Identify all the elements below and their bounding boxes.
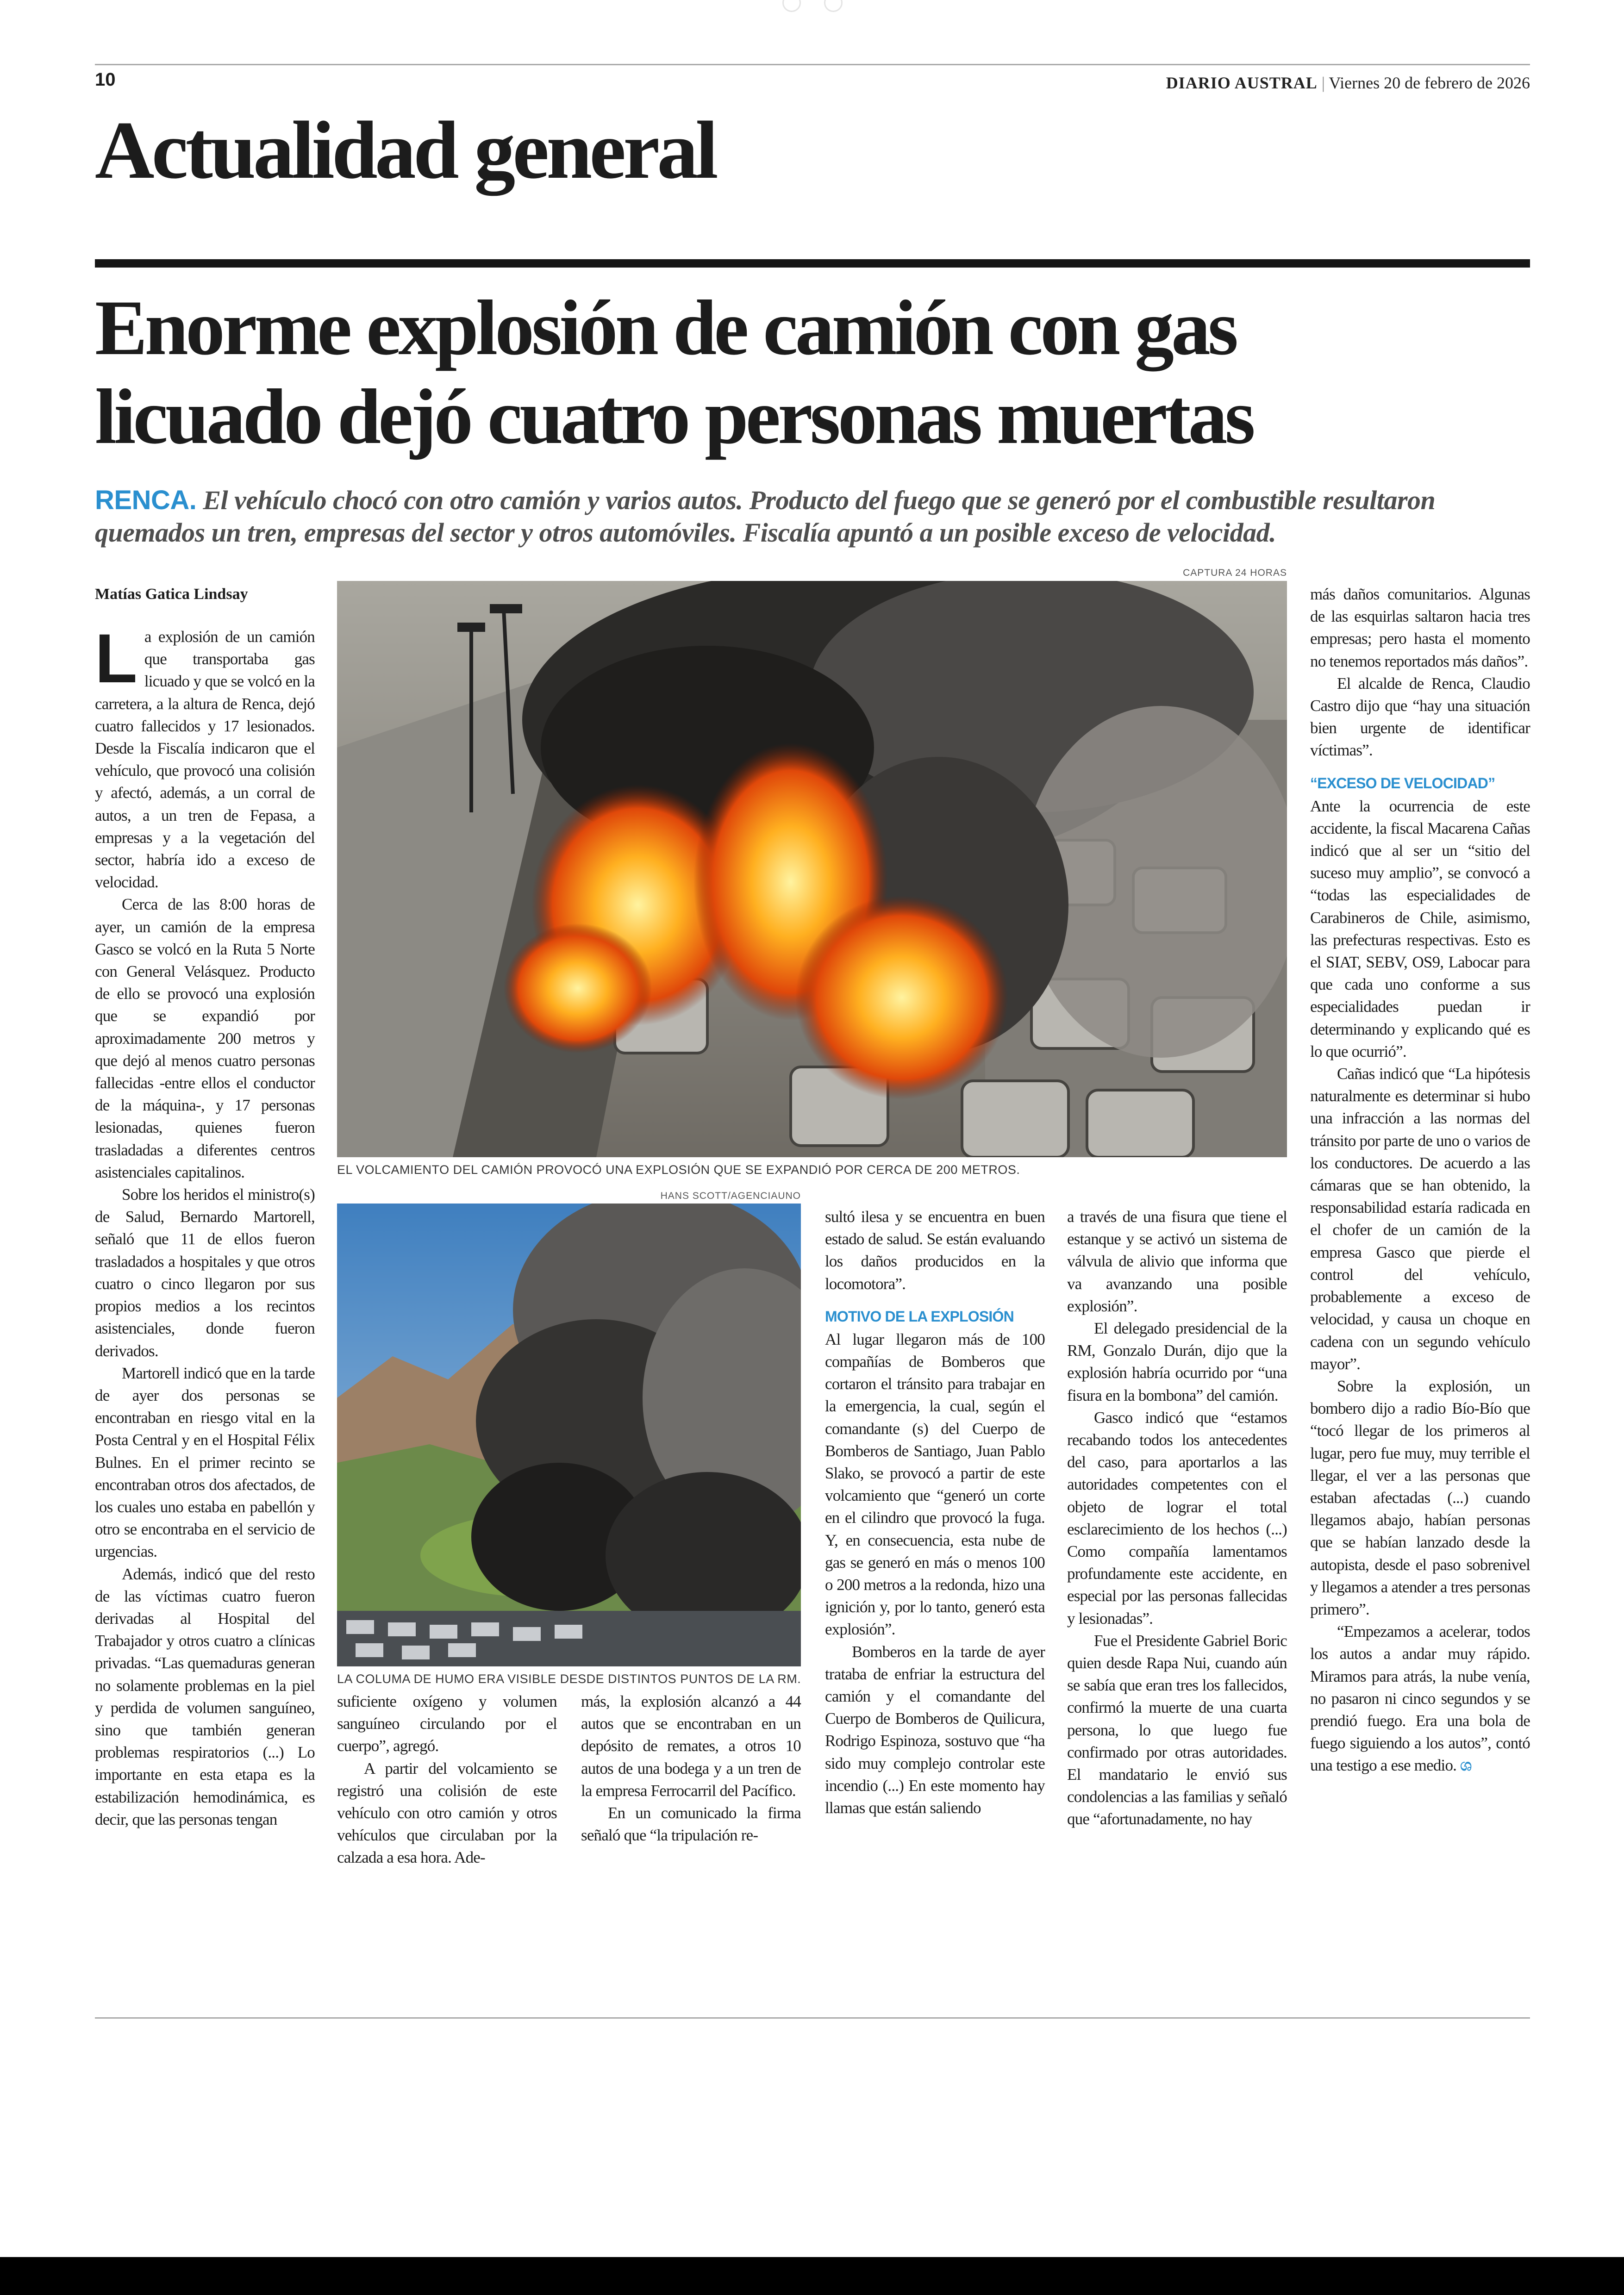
body-paragraph: Además, indicó que del resto de las víctimas cuatro fueron derivadas al Hospital del Trabajador y otros cuatro a clínicas privadas. “Las quemaduras generan no solamente problemas en la piel y perdida de volumen sanguíneo, sino que también generan problemas respiratorios (...) Lo importante en esta etapa es la estabilización hemodinámica, es decir, que las personas tengan	[95, 1565, 315, 1828]
end-mark-icon: ශ	[1460, 1756, 1472, 1775]
body-paragraph: Sobre la explosión, un bombero dijo a radio Bío-Bío que “tocó llegar de los primeros al lugar, pero fue muy, muy terrible el llegar, el ver a las personas que estaban afectadas (...) cuando llegamos abajo, habían personas que se habían lanzado desde la autopista, desde el paso sobrenivel y llegamos a atender a tres personas primero”.	[1310, 1377, 1530, 1618]
deck-text: El vehículo chocó con otro camión y varios autos. Producto del fuego que se generó por el combustible resultaron quemados un tren, empresas del sector y otros automóviles. Fiscalía apuntó a un posible exceso de velocidad.	[95, 485, 1436, 548]
bottom-bar	[0, 2257, 1624, 2295]
body-paragraph: más daños comunitarios. Algunas de las esquirlas saltaron hacia tres empresas; pero hasta el momento no tenemos reportados más daños”.	[1310, 585, 1530, 670]
body-column-2	[337, 1690, 557, 1869]
deck-location: RENCA.	[95, 485, 197, 515]
headline-line-1: Enorme explosión de camión con gas	[95, 284, 1236, 371]
body-paragraph: A partir del volcamiento se registró una colisión de este vehículo con otro camión y otros vehículos que circulaban por la calzada a esa hora. Ade-	[337, 1759, 557, 1867]
body-paragraph: Cañas indicó que “La hipótesis naturalmente es determinar si hubo una infracción a las normas del tránsito por parte de uno o varios de los conductores. De acuerdo a las cámaras que se han obtenido, la responsabilidad estaría radicada en el chofer de un camión de la empresa Gasco que pierde el control del vehículo, probablemente a exceso de velocidad, y causa un choque en cadena con un segundo vehículo mayor”.	[1310, 1065, 1530, 1373]
body-paragraph: Sobre los heridos el ministro(s) de Salud, Bernardo Martorell, señaló que 11 de ellos fueron trasladados a hospitales y que otros cuatro o cinco llegaron por sus propios medios a los recintos asistenciales, donde fueron derivados.	[95, 1185, 315, 1360]
body-column-4	[825, 1206, 1045, 1819]
body-paragraph: más, la explosión alcanzó a 44 autos que se encontraban en un depósito de remates, a otros 10 autos de una bodega y a un tren de la empresa Ferrocarril del Pacífico.	[581, 1692, 801, 1800]
header-rule	[95, 64, 1530, 65]
headline-line-2: licuado dejó cuatro personas muertas	[95, 373, 1253, 460]
subhead-exceso: “EXCESO DE VELOCIDAD”	[1310, 774, 1495, 792]
body-paragraph: Martorell indicó que en la tarde de ayer dos personas se encontraban en riesgo vital en la Posta Central y en el Hospital Félix Bulnes. En el primer recinto se encontraban otros dos afectados, de los cuales uno estaba en pabellón y otro se encontraba en el servicio de urgencias.	[95, 1364, 315, 1561]
body-paragraph: En un comunicado la firma señaló que “la tripulación re-	[581, 1804, 801, 1845]
body-paragraph: Cerca de las 8:00 horas de ayer, un camión de la empresa Gasco se volcó en la Ruta 5 Norte con General Velásquez. Producto de ello se provocó una explosión que se expandió por aproximadamente 200 metros y que dejó al menos cuatro personas fallecidas -entre ellos el conductor de la máquina-, y 17 personas lesionadas, quienes fueron trasladadas a diferentes centros asistenciales capitalinos.	[95, 895, 315, 1181]
body-paragraph: sultó ilesa y se encuentra en buen estado de salud. Se están evaluando los daños producidos en la locomotora”.	[825, 1208, 1045, 1293]
page-number: 10	[95, 69, 116, 90]
deck	[95, 484, 1530, 549]
body-paragraph: El delegado presidencial de la RM, Gonzalo Durán, dijo que la explosión habría ocurrido por “una fisura en la bombona” del camión.	[1067, 1319, 1287, 1404]
headline-rule	[95, 259, 1530, 268]
top-circle-left-icon	[782, 0, 801, 12]
section-title: Actualidad general	[95, 104, 716, 196]
body-column-6	[1310, 583, 1530, 1777]
second-photo-caption: LA COLUMA DE HUMO ERA VISIBLE DESDE DISTINTOS PUNTOS DE LA RM.	[337, 1672, 801, 1686]
second-photo-credit: HANS SCOTT/AGENCIAUNO	[660, 1191, 801, 1201]
headline	[95, 283, 1539, 461]
main-photo-caption: EL VOLCAMIENTO DEL CAMIÓN PROVOCÓ UNA EXPLOSIÓN QUE SE EXPANDIÓ POR CERCA DE 200 METROS.	[337, 1163, 1020, 1177]
main-photo-credit: CAPTURA 24 HORAS	[1183, 568, 1287, 578]
body-paragraph: suficiente oxígeno y volumen sanguíneo circulando por el cuerpo”, agregó.	[337, 1692, 557, 1755]
body-column-1	[95, 619, 315, 1831]
body-paragraph: Al lugar llegaron más de 100 compañías de Bomberos que cortaron el tránsito para trabajar en la emergencia, la cual, según el comandante (s) del Cuerpo de Bomberos de Santiago, Juan Pablo Slako, se provocó a partir de este volcamiento que “generó un corte en el cilindro que provocó la fuga. Y, en consecuencia, esta nube de gas se generó en más o menos 100 o 200 metros a la redonda, hizo una ignición y, por lo tanto, generó esta explosión”.	[825, 1330, 1045, 1639]
body-paragraph: a través de una fisura que tiene el estanque y se activó un sistema de válvula de alivio que informa que va avanzando una posible explosión”.	[1067, 1208, 1287, 1315]
dateline: DIARIO AUSTRAL | Viernes 20 de febrero de 2026	[1166, 74, 1530, 92]
subhead-motivo: MOTIVO DE LA EXPLOSIÓN	[825, 1308, 1014, 1325]
body-paragraph: Fue el Presidente Gabriel Boric quien desde Rapa Nui, cuando aún se sabía que eran tres los fallecidos, confirmó la muerte de una cuarta persona, lo que luego fue confirmado por otras autoridades. El mandatario le envió sus condolencias a las familias y señaló que “afortunadamente, no hay	[1067, 1631, 1287, 1828]
body-paragraph: Bomberos en la tarde de ayer trataba de enfriar la estructura del camión y el comandante del Cuerpo de Bomberos de Quilicura, Rodrigo Espinoza, sostuvo que “ha sido muy complejo controlar este incendio (...) En este momento hay llamas que están saliendo	[825, 1642, 1045, 1817]
second-photo	[337, 1204, 801, 1666]
byline: Matías Gatica Lindsay	[95, 586, 248, 603]
body-paragraph: Gasco indicó que “estamos recabando todos los antecedentes del caso, para aportarlos a las autoridades competentes con el objeto de lograr el total esclarecimiento de los hechos (...) Como compañía lamentamos profundamente este accidente, en especial por las personas fallecidas y lesionadas”.	[1067, 1408, 1287, 1628]
body-paragraph: La explosión de un camión que transportaba gas licuado y que se volcó en la carretera, a la altura de Renca, dejó cuatro fallecidos y 17 lesionados. Desde la Fiscalía indicaron que el vehículo, que provocó una colisión y afectó, además, a un corral de autos, a un tren de Fepasa, a empresas y a la vegetación del sector, habría ido a exceso de velocidad.	[95, 619, 315, 892]
issue-date: Viernes 20 de febrero de 2026	[1329, 74, 1530, 92]
drop-cap: L	[95, 619, 137, 697]
body-column-3	[581, 1690, 801, 1846]
body-paragraph: Ante la ocurrencia de este accidente, la fiscal Macarena Cañas indicó que al ser un “sitio del suceso muy amplio”, se convocó a “todas las especialidades de Carabineros de Chile, asimismo, las prefecturas respectivas. Esto es el SIAT, SEBV, OS9, Labocar para que cada uno conforme a sus especialidades puedan ir determinando y explicando qué es lo que ocurrió”.	[1310, 797, 1530, 1060]
main-photo	[337, 581, 1287, 1157]
body-paragraph: “Empezamos a acelerar, todos los autos a andar muy rápido. Miramos para atrás, la nube venía, no pasaron ni cinco segundos y se prendió fuego. Era una bola de fuego siguiendo a los autos”, contó una testigo a ese medio. ශ	[1310, 1622, 1530, 1775]
footer-rule	[95, 2017, 1530, 2019]
body-column-5	[1067, 1206, 1287, 1831]
body-paragraph: El alcalde de Renca, Claudio Castro dijo que “hay una situación bien urgente de identificar víctimas”.	[1310, 674, 1530, 760]
newspaper-name: DIARIO AUSTRAL	[1166, 74, 1318, 92]
top-circle-right-icon	[824, 0, 843, 12]
